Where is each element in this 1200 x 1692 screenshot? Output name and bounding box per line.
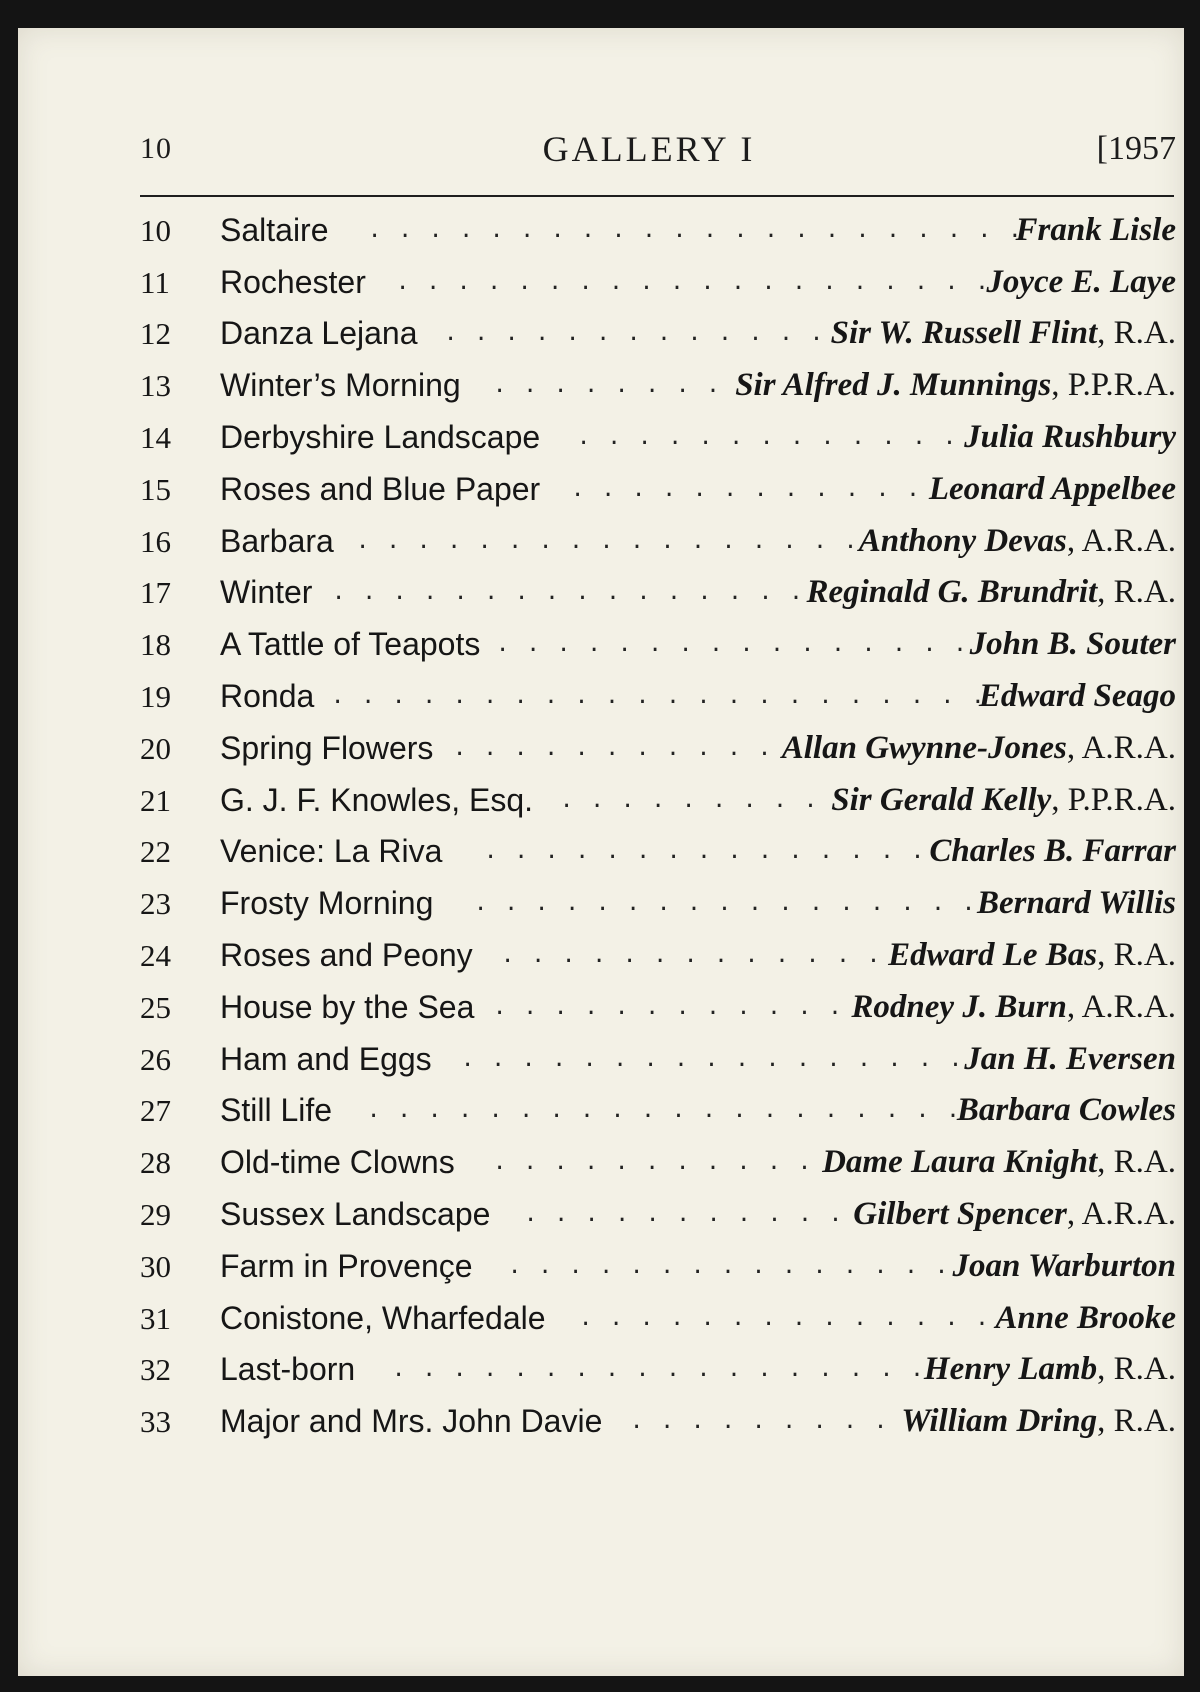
dot-leader: . . . . . . . . . . . . . . — [579, 1305, 991, 1331]
page-number: 10 — [140, 132, 172, 165]
artist-name: Barbara Cowles — [956, 1092, 1176, 1129]
exhibit-artist: Sir Gerald Kelly, P.P.R.A. — [831, 781, 1176, 818]
exhibit-title: G. J. F. Knowles, Esq. — [220, 781, 533, 818]
exhibit-title: Winter’s Morning — [220, 367, 461, 404]
artist-name: Sir Alfred J. Munnings — [735, 367, 1052, 404]
exhibit-number: 19 — [140, 678, 171, 714]
exhibit-entry — [140, 723, 1176, 775]
artist-name: Charles B. Farrar — [929, 833, 1176, 870]
dot-leader: . . . . . . . . . — [630, 1409, 890, 1435]
exhibit-number: 18 — [140, 627, 171, 663]
exhibit-title: Ham and Eggs — [220, 1040, 432, 1077]
artist-honour: R.A. — [1113, 936, 1176, 973]
exhibit-number: 26 — [140, 1041, 171, 1077]
artist-name: Bernard Willis — [977, 885, 1176, 922]
dot-leader: . . . . . . . . . . . . . — [501, 942, 883, 968]
exhibit-artist — [970, 626, 1176, 663]
exhibit-title: Rochester — [220, 263, 366, 300]
exhibit-title: Venice: La Riva — [220, 833, 443, 870]
exhibit-title: Last-born — [220, 1351, 356, 1388]
exhibit-title: Derbyshire Landscape — [220, 418, 541, 455]
exhibit-title: Major and Mrs. John Davie — [220, 1403, 603, 1440]
artist-honour: R.A. — [1113, 1144, 1176, 1181]
dot-leader: . . . . . . . . . — [560, 787, 820, 813]
dot-leader: . . . . . . . . . . . . — [493, 994, 844, 1020]
exhibit-artist — [986, 264, 1176, 301]
page-title: GALLERY I — [542, 129, 756, 169]
artist-name: Jan H. Eversen — [964, 1040, 1176, 1077]
exhibit-entry — [140, 568, 1176, 620]
dot-leader: . . . . . . . . . . . . . — [444, 321, 826, 347]
exhibit-entry — [140, 878, 1176, 930]
exhibit-number: 21 — [140, 782, 171, 818]
artist-name: John B. Souter — [969, 626, 1176, 663]
exhibit-artist — [979, 678, 1176, 715]
exhibit-number: 32 — [140, 1352, 171, 1388]
exhibit-artist — [957, 1092, 1176, 1129]
year-label: [1957 — [1096, 130, 1176, 167]
exhibit-artist — [953, 1248, 1176, 1285]
artist-honour: A.R.A. — [1081, 522, 1176, 559]
artist-name: Joan Warburton — [952, 1247, 1176, 1284]
exhibit-entry — [140, 257, 1176, 309]
exhibit-artist: Gilbert Spencer, A.R.A. — [853, 1195, 1176, 1232]
artist-honour: P.P.R.A. — [1067, 781, 1176, 818]
exhibit-title: Frosty Morning — [220, 885, 434, 922]
artist-name: Gilbert Spencer — [853, 1195, 1067, 1232]
artist-honour: A.R.A. — [1081, 988, 1176, 1025]
exhibit-title: Ronda — [220, 677, 315, 714]
dot-leader: . . . . . . . . . . . . . . . . . . . . — [367, 1098, 962, 1124]
exhibit-title: Sussex Landscape — [220, 1195, 491, 1232]
exhibit-number: 25 — [140, 989, 171, 1025]
artist-name: William Dring — [901, 1403, 1098, 1440]
exhibit-entry — [140, 775, 1176, 827]
exhibit-title: House by the Sea — [220, 988, 475, 1025]
exhibit-entry — [140, 360, 1176, 412]
exhibit-number: 33 — [140, 1404, 171, 1440]
exhibit-artist — [1016, 212, 1176, 249]
exhibit-number: 22 — [140, 834, 171, 870]
dot-leader: . . . . . . . . . . . . . . . . — [496, 632, 969, 658]
header-rule — [140, 195, 1174, 197]
artist-name: Reginald G. Brundrit — [806, 574, 1098, 611]
dot-leader: . . . . . . . . . . . . . . . . . . . . . . — [331, 683, 987, 709]
exhibit-number: 31 — [140, 1300, 171, 1336]
exhibit-artist: Allan Gwynne-Jones, A.R.A. — [781, 729, 1176, 766]
exhibit-number: 28 — [140, 1145, 171, 1181]
exhibit-artist: Sir W. Russell Flint, R.A. — [830, 315, 1176, 352]
exhibit-entry — [140, 619, 1176, 671]
artist-honour: R.A. — [1113, 1351, 1176, 1388]
dot-leader: . . . . . . . . . . . . . . . . — [332, 580, 805, 606]
exhibit-artist: Edward Le Bas, R.A. — [888, 936, 1176, 973]
exhibit-artist — [964, 419, 1176, 456]
exhibit-entry — [140, 1241, 1176, 1293]
artist-name: Leonard Appelbee — [928, 470, 1176, 507]
exhibit-title: Still Life — [220, 1092, 333, 1129]
exhibit-artist: Dame Laura Knight, R.A. — [822, 1144, 1176, 1181]
exhibit-title: Roses and Blue Paper — [220, 470, 541, 507]
exhibit-artist — [977, 885, 1176, 922]
exhibit-number: 23 — [140, 886, 171, 922]
exhibit-entry — [140, 464, 1176, 516]
artist-name: Allan Gwynne-Jones — [781, 729, 1067, 766]
exhibit-number: 17 — [140, 575, 171, 611]
exhibit-title: Winter — [220, 574, 313, 611]
exhibit-number: 14 — [140, 419, 171, 455]
dot-leader: . . . . . . . . . . . . . . . . . — [356, 528, 860, 554]
exhibit-artist: Anthony Devas, A.R.A. — [858, 522, 1176, 559]
exhibit-title: Danza Lejana — [220, 315, 418, 352]
artist-name: Edward Le Bas — [888, 936, 1098, 973]
exhibit-title: Farm in Provençe — [220, 1247, 473, 1284]
exhibit-number: 10 — [140, 212, 171, 248]
artist-honour: A.R.A. — [1081, 1195, 1176, 1232]
exhibit-artist — [964, 1041, 1176, 1078]
exhibit-number: 29 — [140, 1196, 171, 1232]
artist-name: Anne Brooke — [995, 1299, 1176, 1336]
exhibit-number: 13 — [140, 368, 171, 404]
artist-name: Julia Rushbury — [964, 418, 1176, 455]
exhibit-number: 27 — [140, 1093, 171, 1129]
exhibit-number: 11 — [140, 264, 170, 300]
artist-name: Dame Laura Knight — [822, 1144, 1098, 1181]
exhibit-entry — [140, 1396, 1176, 1448]
exhibit-entry — [140, 412, 1176, 464]
dot-leader: . . . . . . . . . . . . . . . — [508, 1253, 951, 1279]
dot-leader: . . . . . . . . . . . — [493, 1150, 814, 1176]
dot-leader: . . . . . . . . . . . . . . . . . . . . . . — [368, 217, 1024, 243]
exhibit-entry — [140, 1293, 1176, 1345]
dot-leader: . . . . . . . . . . . . . — [577, 424, 959, 450]
exhibit-title: Barbara — [220, 522, 334, 559]
artist-name: Sir Gerald Kelly — [831, 781, 1052, 818]
exhibit-title: A Tattle of Teapots — [220, 626, 481, 663]
exhibit-number: 30 — [140, 1248, 171, 1284]
exhibit-entry — [140, 516, 1176, 568]
exhibit-artist: Sir Alfred J. Munnings, P.P.R.A. — [735, 367, 1176, 404]
artist-honour: A.R.A. — [1081, 729, 1176, 766]
artist-name: Edward Seago — [978, 677, 1176, 714]
dot-leader: . . . . . . . . . . . — [453, 735, 774, 761]
exhibit-entry — [140, 671, 1176, 723]
exhibit-entry — [140, 982, 1176, 1034]
exhibit-artist: William Dring, R.A. — [901, 1403, 1176, 1440]
exhibit-artist — [995, 1300, 1176, 1337]
dot-leader: . . . . . . . . . . . . . . . . . — [461, 1046, 965, 1072]
dot-leader: . . . . . . . . . . . . . . . . . — [474, 891, 978, 917]
artist-name: Henry Lamb — [923, 1351, 1098, 1388]
artist-honour: R.A. — [1113, 1403, 1176, 1440]
dot-leader: . . . . . . . . . . . . . . . . . . — [392, 1357, 926, 1383]
exhibit-entry — [140, 205, 1176, 257]
exhibit-artist — [929, 471, 1176, 508]
dot-leader: . . . . . . . . . . . . . . . . . . . . — [396, 269, 991, 295]
exhibit-entry — [140, 930, 1176, 982]
artist-name: Rodney J. Burn — [851, 988, 1067, 1025]
exhibit-entry — [140, 1345, 1176, 1397]
artist-honour: R.A. — [1113, 574, 1176, 611]
artist-name: Joyce E. Laye — [986, 263, 1176, 300]
dot-leader: . . . . . . . . — [493, 373, 722, 399]
artist-honour: R.A. — [1113, 315, 1176, 352]
exhibit-artist: Reginald G. Brundrit, R.A. — [806, 574, 1176, 611]
exhibit-artist — [929, 833, 1176, 870]
exhibit-number: 24 — [140, 937, 171, 973]
exhibit-entry — [140, 1034, 1176, 1086]
exhibit-artist: Henry Lamb, R.A. — [923, 1351, 1176, 1388]
exhibit-entry — [140, 309, 1176, 361]
exhibit-number: 16 — [140, 523, 171, 559]
exhibit-entry — [140, 1189, 1176, 1241]
exhibit-list — [140, 205, 1176, 1448]
exhibit-title: Saltaire — [220, 211, 329, 248]
artist-name: Frank Lisle — [1015, 211, 1176, 248]
dot-leader: . . . . . . . . . . . — [524, 1201, 845, 1227]
exhibit-entry — [140, 1137, 1176, 1189]
exhibit-number: 12 — [140, 316, 171, 352]
exhibit-number: 20 — [140, 730, 171, 766]
exhibit-title: Spring Flowers — [220, 729, 434, 766]
exhibit-number: 15 — [140, 471, 171, 507]
dot-leader: . . . . . . . . . . . . — [571, 476, 922, 502]
exhibit-title: Old-time Clowns — [220, 1144, 455, 1181]
artist-honour: P.P.R.A. — [1067, 367, 1176, 404]
artist-name: Anthony Devas — [858, 522, 1067, 559]
exhibit-title: Conistone, Wharfedale — [220, 1299, 546, 1336]
dot-leader: . . . . . . . . . . . . . . . — [484, 839, 927, 865]
artist-name: Sir W. Russell Flint — [830, 315, 1098, 352]
page-header — [122, 102, 1176, 169]
exhibit-title: Roses and Peony — [220, 936, 473, 973]
exhibit-entry — [140, 827, 1176, 879]
exhibit-artist: Rodney J. Burn, A.R.A. — [851, 988, 1176, 1025]
exhibit-entry — [140, 1086, 1176, 1138]
